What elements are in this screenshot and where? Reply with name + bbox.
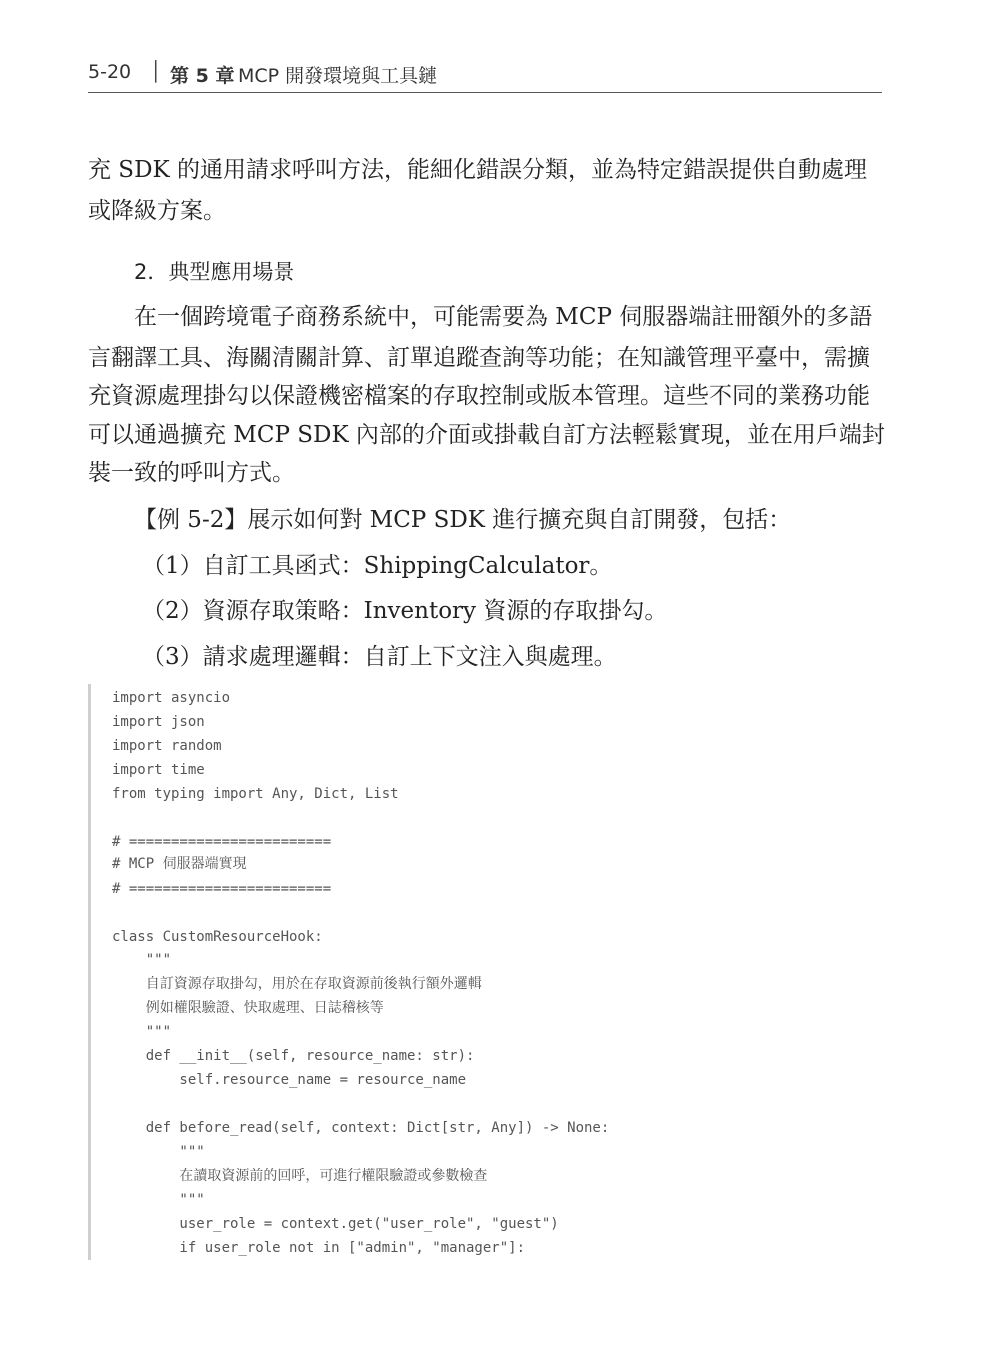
code-line: user_role = context.get("user_role", "guest")	[112, 1216, 559, 1232]
page-header	[88, 56, 882, 93]
paragraph-line: 或降級方案。	[88, 198, 226, 224]
code-line: """	[112, 1024, 172, 1040]
paragraph-line: 言翻譯工具、海關清關計算、訂單追蹤查詢等功能；在知識管理平臺中，需擴	[88, 345, 870, 371]
code-line: # MCP 伺服器端實現	[112, 856, 247, 872]
code-line: 在讀取資源前的回呼，可進行權限驗證或參數檢查	[112, 1168, 488, 1184]
list-item: （3）請求處理邏輯：自訂上下文注入與處理。	[142, 644, 617, 670]
code-line: def __init__(self, resource_name: str):	[112, 1048, 475, 1064]
code-line: 自訂資源存取掛勾，用於在存取資源前後執行額外邏輯	[112, 976, 482, 992]
code-line: """	[112, 1144, 205, 1160]
chapter-label: 第 5 章	[170, 65, 235, 87]
code-line: # ========================	[112, 834, 332, 850]
paragraph-line: 充資源處理掛勾以保證機密檔案的存取控制或版本管理。這些不同的業務功能	[88, 383, 870, 409]
code-line: def before_read(self, context: Dict[str, Any]) -> None:	[112, 1120, 610, 1136]
paragraph-line: 裝一致的呼叫方式。	[88, 460, 295, 486]
header-separator: │	[150, 61, 162, 83]
example-intro: 【例 5-2】展示如何對 MCP SDK 進行擴充與自訂開發，包括：	[134, 507, 792, 533]
code-line: """	[112, 1192, 205, 1208]
code-line: import random	[112, 738, 222, 754]
code-line: import time	[112, 762, 205, 778]
code-line: import asyncio	[112, 690, 231, 706]
code-line: if user_role not in ["admin", "manager"]:	[112, 1240, 526, 1256]
list-item: （1）自訂工具函式：ShippingCalculator。	[142, 553, 613, 579]
code-line: import json	[112, 714, 205, 730]
list-item: （2）資源存取策略：Inventory 資源的存取掛勾。	[142, 598, 668, 624]
paragraph-line: 可以通過擴充 MCP SDK 內部的介面或掛載自訂方法輕鬆實現，並在用戶端封	[88, 422, 885, 448]
section-heading: 2．典型應用場景	[134, 260, 295, 284]
paragraph-line: 在一個跨境電子商務系統中，可能需要為 MCP 伺服器端註冊額外的多語	[134, 304, 873, 330]
code-line: # ========================	[112, 881, 332, 897]
code-line: class CustomResourceHook:	[112, 929, 323, 945]
code-line: """	[112, 952, 172, 968]
code-line: self.resource_name = resource_name	[112, 1072, 467, 1088]
chapter-title: MCP 開發環境與工具鏈	[238, 65, 438, 87]
paragraph-line: 充 SDK 的通用請求呼叫方法，能細化錯誤分類，並為特定錯誤提供自動處理	[88, 157, 868, 183]
code-line: from typing import Any, Dict, List	[112, 786, 399, 802]
code-line: 例如權限驗證、快取處理、日誌稽核等	[112, 1000, 384, 1016]
code-block	[88, 684, 885, 1260]
page-number: 5-20	[88, 61, 132, 83]
